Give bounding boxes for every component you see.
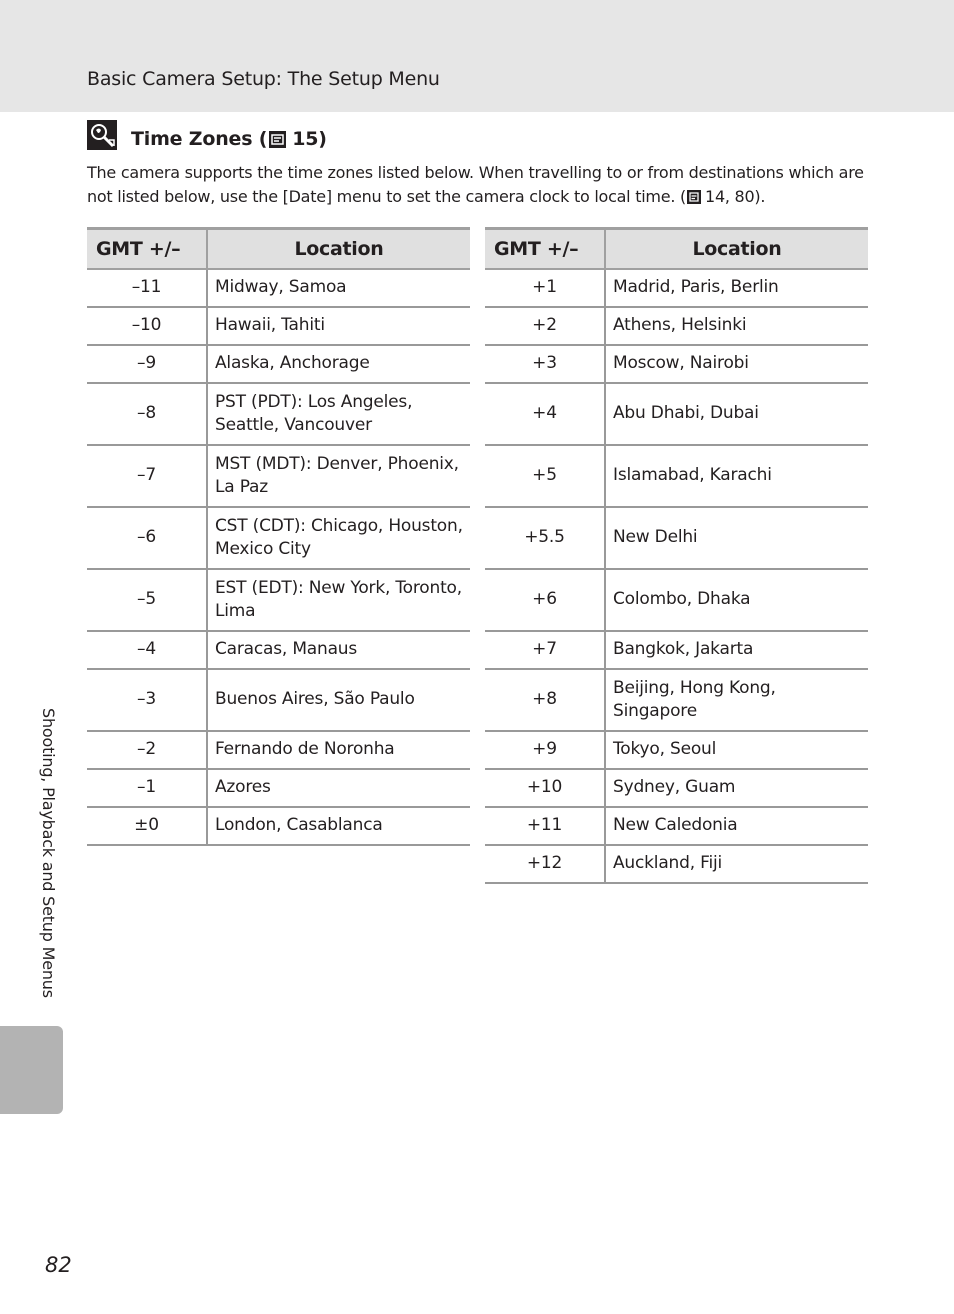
location-cell: Azores [207, 769, 470, 807]
location-cell: Sydney, Guam [605, 769, 868, 807]
gmt-offset: +7 [485, 631, 605, 669]
section-title-text: Time Zones ( [131, 128, 268, 150]
location-cell: Tokyo, Seoul [605, 731, 868, 769]
gmt-offset: –7 [87, 445, 207, 507]
table-header-row [485, 229, 868, 270]
location-cell: Moscow, Nairobi [605, 345, 868, 383]
chapter-side-label [34, 708, 60, 1018]
page-header-title: Basic Camera Setup: The Setup Menu [87, 68, 440, 90]
location-cell: Bangkok, Jakarta [605, 631, 868, 669]
location-cell: New Delhi [605, 507, 868, 569]
location-cell: Islamabad, Karachi [605, 445, 868, 507]
table-row [87, 807, 470, 845]
gmt-offset: –2 [87, 731, 207, 769]
table-row [485, 769, 868, 807]
table-row [485, 631, 868, 669]
gmt-offset: +1 [485, 269, 605, 307]
intro-paragraph [87, 161, 877, 208]
intro-ref: 14, 80). [705, 186, 766, 206]
location-cell: London, Casablanca [207, 807, 470, 845]
table-row [87, 769, 470, 807]
gmt-offset: –9 [87, 345, 207, 383]
table-row [485, 345, 868, 383]
page-number: 82 [45, 1253, 72, 1277]
gmt-column-header: GMT +/– [485, 229, 605, 270]
gmt-offset: –3 [87, 669, 207, 731]
gmt-offset: –10 [87, 307, 207, 345]
table-row [485, 269, 868, 307]
location-cell: Madrid, Paris, Berlin [605, 269, 868, 307]
header-band [0, 0, 954, 112]
gmt-offset: –1 [87, 769, 207, 807]
gmt-offset: +5 [485, 445, 605, 507]
table-row [87, 731, 470, 769]
location-cell: PST (PDT): Los Angeles, Seattle, Vancouver [207, 383, 470, 445]
location-cell: Midway, Samoa [207, 269, 470, 307]
section-title-ref: 15) [292, 128, 327, 150]
gmt-offset: +4 [485, 383, 605, 445]
table-row [485, 731, 868, 769]
gmt-offset: –6 [87, 507, 207, 569]
table-row [485, 383, 868, 445]
section-title [131, 126, 327, 152]
location-cell: Athens, Helsinki [605, 307, 868, 345]
gmt-offset: –5 [87, 569, 207, 631]
gmt-offset: +8 [485, 669, 605, 731]
gmt-offset: +9 [485, 731, 605, 769]
chapter-side-label-text: Shooting, Playback and Setup Menus [39, 708, 58, 998]
gmt-column-header: GMT +/– [87, 229, 207, 270]
table-row [485, 307, 868, 345]
location-cell: New Caledonia [605, 807, 868, 845]
time-zone-table-left [87, 227, 470, 846]
location-cell: Beijing, Hong Kong, Singapore [605, 669, 868, 731]
globe-setup-icon [87, 120, 117, 150]
table-row [485, 507, 868, 569]
location-cell: Abu Dhabi, Dubai [605, 383, 868, 445]
gmt-offset: +6 [485, 569, 605, 631]
gmt-offset: –4 [87, 631, 207, 669]
location-cell: Hawaii, Tahiti [207, 307, 470, 345]
location-column-header: Location [605, 229, 868, 270]
location-cell: CST (CDT): Chicago, Houston, Mexico City [207, 507, 470, 569]
table-row [485, 807, 868, 845]
table-row [87, 269, 470, 307]
location-cell: MST (MDT): Denver, Phoenix, La Paz [207, 445, 470, 507]
table-row [87, 383, 470, 445]
table-row [87, 569, 470, 631]
gmt-offset: –11 [87, 269, 207, 307]
table-row [87, 669, 470, 731]
gmt-offset: –8 [87, 383, 207, 445]
gmt-offset: +5.5 [485, 507, 605, 569]
location-cell: Auckland, Fiji [605, 845, 868, 883]
page-reference-icon [269, 131, 286, 148]
gmt-offset: ±0 [87, 807, 207, 845]
page-reference-icon [687, 190, 701, 204]
table-row [87, 507, 470, 569]
table-row [485, 569, 868, 631]
table-row [485, 445, 868, 507]
gmt-offset: +10 [485, 769, 605, 807]
location-cell: EST (EDT): New York, Toronto, Lima [207, 569, 470, 631]
gmt-offset: +12 [485, 845, 605, 883]
location-cell: Caracas, Manaus [207, 631, 470, 669]
table-row [87, 345, 470, 383]
table-row [87, 445, 470, 507]
location-cell: Buenos Aires, São Paulo [207, 669, 470, 731]
chapter-tab [0, 1026, 63, 1114]
time-zone-table-right [485, 227, 868, 884]
location-cell: Fernando de Noronha [207, 731, 470, 769]
table-row [87, 631, 470, 669]
gmt-offset: +11 [485, 807, 605, 845]
gmt-offset: +2 [485, 307, 605, 345]
gmt-offset: +3 [485, 345, 605, 383]
table-row [485, 845, 868, 883]
table-row [87, 307, 470, 345]
location-column-header: Location [207, 229, 470, 270]
location-cell: Alaska, Anchorage [207, 345, 470, 383]
table-row [485, 669, 868, 731]
location-cell: Colombo, Dhaka [605, 569, 868, 631]
table-header-row [87, 229, 470, 270]
intro-text: The camera supports the time zones listed below. When travelling to or from destinations which are not listed below, use the [Date] menu to set the camera clock to local time. ( [87, 163, 864, 206]
